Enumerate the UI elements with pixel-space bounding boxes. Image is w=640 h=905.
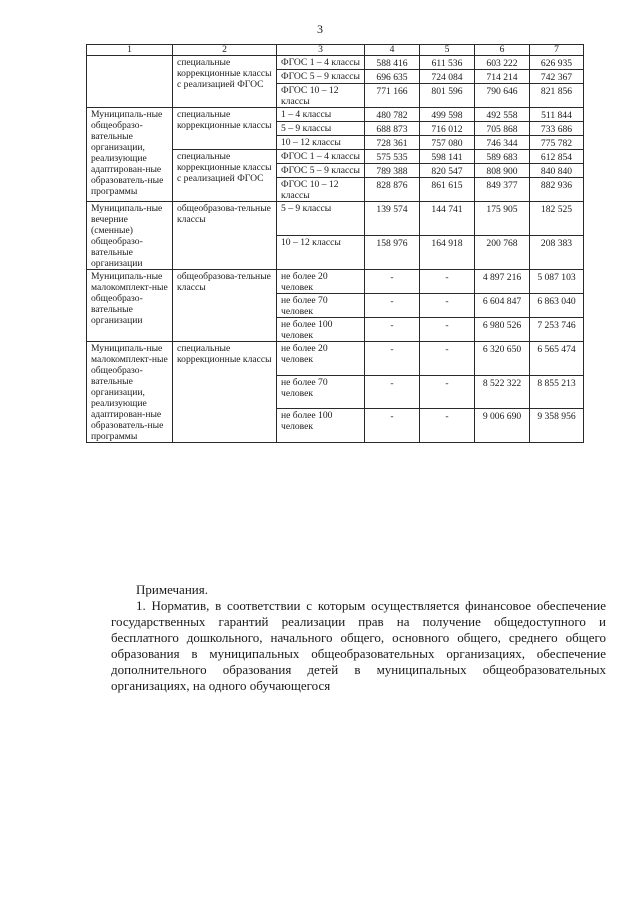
norm-value-cell: 808 900 <box>475 164 530 178</box>
header-cell: 1 <box>87 45 173 56</box>
norm-value-cell: 511 844 <box>530 108 584 122</box>
norm-value-cell: 828 876 <box>365 178 420 202</box>
norm-value-cell: 840 840 <box>530 164 584 178</box>
funding-norms-table <box>86 44 584 443</box>
grade-range-cell: ФГОС 1 – 4 классы <box>277 56 365 70</box>
table-row <box>87 108 584 122</box>
norm-value-cell: 742 367 <box>530 70 584 84</box>
norm-value-cell: 688 873 <box>365 122 420 136</box>
notes-title: Примечания. <box>136 582 208 597</box>
norm-value-cell: 200 768 <box>475 236 530 270</box>
note-paragraph: 1. Норматив, в соответствии с которым осуществляется финансовое обеспечение государственных гарантий реализации прав на получение общедоступного и бесплатного дошкольного, начального общего, основного общего, среднего общего образования в муниципальных общеобразовательных организациях, обеспечение дополнительного образования детей в муниципальных общеобразовательных организациях, на одного обучающегося <box>111 598 606 693</box>
header-cell: 5 <box>420 45 475 56</box>
organization-type-cell: Муниципаль-ные общеобразо-вательные организации, реализующие адаптирован-ные образователь-ные программы <box>87 108 173 202</box>
norm-value-cell: 861 615 <box>420 178 475 202</box>
norm-value-cell: 164 918 <box>420 236 475 270</box>
table-row <box>87 202 584 236</box>
norm-value-cell: 789 388 <box>365 164 420 178</box>
table-body <box>87 45 584 443</box>
norm-value-cell: 9 006 690 <box>475 409 530 443</box>
norm-value-cell: 724 084 <box>420 70 475 84</box>
grade-range-cell: не более 20 человек <box>277 342 365 376</box>
norm-value-cell: 849 377 <box>475 178 530 202</box>
table-row <box>87 270 584 294</box>
norm-value-cell: 6 320 650 <box>475 342 530 376</box>
norm-value-cell: 728 361 <box>365 136 420 150</box>
grade-range-cell: ФГОС 10 – 12 классы <box>277 84 365 108</box>
norm-value-cell: 144 741 <box>420 202 475 236</box>
norm-value-cell: 575 535 <box>365 150 420 164</box>
norm-value-cell: - <box>365 375 420 409</box>
norm-value-cell: 821 856 <box>530 84 584 108</box>
class-type-cell: специальные коррекционные классы с реализацией ФГОС <box>173 56 277 108</box>
norm-value-cell: 801 596 <box>420 84 475 108</box>
norm-value-cell: 775 782 <box>530 136 584 150</box>
table-row <box>87 342 584 376</box>
norm-value-cell: - <box>365 294 420 318</box>
norm-value-cell: 139 574 <box>365 202 420 236</box>
norm-value-cell: 8 522 322 <box>475 375 530 409</box>
norm-value-cell: 589 683 <box>475 150 530 164</box>
norm-value-cell: 790 646 <box>475 84 530 108</box>
organization-type-cell: Муниципаль-ные малокомплект-ные общеобразо-вательные организации <box>87 270 173 342</box>
grade-range-cell: не более 70 человек <box>277 294 365 318</box>
norm-value-cell: 696 635 <box>365 70 420 84</box>
norm-value-cell: - <box>420 342 475 376</box>
norm-value-cell: - <box>365 270 420 294</box>
organization-type-cell <box>87 56 173 108</box>
class-type-cell: общеобразова-тельные классы <box>173 202 277 270</box>
norm-value-cell: 598 141 <box>420 150 475 164</box>
norm-value-cell: 4 897 216 <box>475 270 530 294</box>
norm-value-cell: 499 598 <box>420 108 475 122</box>
norm-value-cell: - <box>420 409 475 443</box>
grade-range-cell: 10 – 12 классы <box>277 136 365 150</box>
organization-type-cell: Муниципаль-ные малокомплект-ные общеобразо-вательные организации, реализующие адаптирован-ные образователь-ные программы <box>87 342 173 443</box>
grade-range-cell: не более 20 человек <box>277 270 365 294</box>
grade-range-cell: 1 – 4 классы <box>277 108 365 122</box>
norm-value-cell: 6 980 526 <box>475 318 530 342</box>
header-cell: 4 <box>365 45 420 56</box>
grade-range-cell: 5 – 9 классы <box>277 202 365 236</box>
norm-value-cell: 714 214 <box>475 70 530 84</box>
norm-value-cell: 8 855 213 <box>530 375 584 409</box>
norm-value-cell: 611 536 <box>420 56 475 70</box>
norm-value-cell: - <box>365 342 420 376</box>
norm-value-cell: - <box>365 318 420 342</box>
grade-range-cell: ФГОС 5 – 9 классы <box>277 164 365 178</box>
norm-value-cell: 746 344 <box>475 136 530 150</box>
norm-value-cell: 208 383 <box>530 236 584 270</box>
grade-range-cell: не более 100 человек <box>277 318 365 342</box>
norm-value-cell: 588 416 <box>365 56 420 70</box>
norm-value-cell: 175 905 <box>475 202 530 236</box>
header-cell: 7 <box>530 45 584 56</box>
norm-value-cell: 6 604 847 <box>475 294 530 318</box>
norm-value-cell: 716 012 <box>420 122 475 136</box>
norm-value-cell: 733 686 <box>530 122 584 136</box>
page-number: 3 <box>317 22 323 36</box>
header-cell: 2 <box>173 45 277 56</box>
norm-value-cell: - <box>420 270 475 294</box>
norm-value-cell: 492 558 <box>475 108 530 122</box>
notes-section <box>111 582 606 694</box>
header-cell: 3 <box>277 45 365 56</box>
grade-range-cell: не более 70 человек <box>277 375 365 409</box>
norm-value-cell: 9 358 956 <box>530 409 584 443</box>
norm-value-cell: 7 253 746 <box>530 318 584 342</box>
norm-value-cell: 757 080 <box>420 136 475 150</box>
class-type-cell: специальные коррекционные классы <box>173 108 277 150</box>
norm-value-cell: - <box>420 294 475 318</box>
grade-range-cell: 5 – 9 классы <box>277 122 365 136</box>
norm-value-cell: 6 565 474 <box>530 342 584 376</box>
norm-value-cell: 612 854 <box>530 150 584 164</box>
norm-value-cell: 480 782 <box>365 108 420 122</box>
class-type-cell: общеобразова-тельные классы <box>173 270 277 342</box>
norm-value-cell: 5 087 103 <box>530 270 584 294</box>
organization-type-cell: Муниципаль-ные вечерние (сменные) общеобразо-вательные организации <box>87 202 173 270</box>
norm-value-cell: - <box>365 409 420 443</box>
header-row <box>87 45 584 56</box>
grade-range-cell: ФГОС 10 – 12 классы <box>277 178 365 202</box>
table-row <box>87 56 584 70</box>
header-cell: 6 <box>475 45 530 56</box>
norm-value-cell: 882 936 <box>530 178 584 202</box>
grade-range-cell: ФГОС 1 – 4 классы <box>277 150 365 164</box>
norm-value-cell: 626 935 <box>530 56 584 70</box>
norm-value-cell: 158 976 <box>365 236 420 270</box>
norm-value-cell: - <box>420 375 475 409</box>
norm-value-cell: 820 547 <box>420 164 475 178</box>
norm-value-cell: 182 525 <box>530 202 584 236</box>
norm-value-cell: - <box>420 318 475 342</box>
grade-range-cell: 10 – 12 классы <box>277 236 365 270</box>
grade-range-cell: не более 100 человек <box>277 409 365 443</box>
norm-value-cell: 603 222 <box>475 56 530 70</box>
grade-range-cell: ФГОС 5 – 9 классы <box>277 70 365 84</box>
class-type-cell: специальные коррекционные классы с реализацией ФГОС <box>173 150 277 202</box>
norm-value-cell: 6 863 040 <box>530 294 584 318</box>
norm-value-cell: 705 868 <box>475 122 530 136</box>
norm-value-cell: 771 166 <box>365 84 420 108</box>
class-type-cell: специальные коррекционные классы <box>173 342 277 443</box>
